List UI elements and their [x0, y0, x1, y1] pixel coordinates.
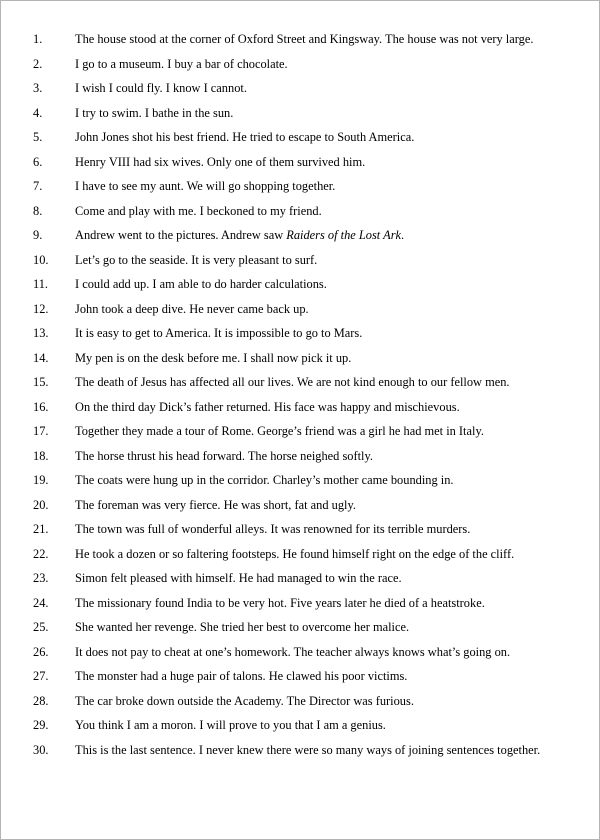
item-text: I try to swim. I bathe in the sun.: [75, 105, 234, 120]
list-item: [1, 689, 599, 714]
list-item: [1, 174, 599, 199]
item-number: 12.: [33, 301, 49, 316]
list-item: [1, 272, 599, 297]
list-item: [1, 199, 599, 224]
item-number: 20.: [33, 497, 49, 512]
item-number: 19.: [33, 473, 49, 487]
item-number: 5.: [33, 130, 43, 144]
sentence-list: [1, 27, 599, 762]
item-text: It is easy to get to America. It is impossible to go to Mars.: [75, 326, 363, 340]
item-number: 6.: [33, 154, 43, 169]
list-item: [1, 125, 599, 150]
item-text: Henry VIII had six wives. Only one of them survived him.: [75, 154, 366, 169]
list-item: [1, 591, 599, 616]
item-number: 17.: [33, 424, 49, 438]
item-number: 13.: [33, 326, 49, 340]
item-number: 16.: [33, 399, 49, 414]
item-text-after: .: [401, 228, 405, 242]
item-text: It does not pay to cheat at one’s homework. The teacher always knows what’s going on.: [75, 644, 511, 659]
list-item: [1, 615, 599, 640]
film-title: Raiders of the Lost Ark: [286, 228, 402, 242]
item-text: [75, 223, 581, 248]
item-number: 30.: [33, 742, 49, 757]
list-item: [1, 346, 599, 371]
list-item: [1, 542, 599, 567]
list-item: [1, 444, 599, 469]
item-text: The horse thrust his head forward. The horse neighed softly.: [75, 448, 373, 463]
item-text: The missionary found India to be very hot. Five years later he died of a heatstroke.: [75, 595, 485, 610]
item-text: Let’s go to the seaside. It is very pleasant to surf.: [75, 252, 318, 267]
item-text: The coats were hung up in the corridor. Charley’s mother came bounding in.: [75, 473, 454, 487]
item-number: 10.: [33, 252, 49, 267]
item-text: The foreman was very fierce. He was short, fat and ugly.: [75, 497, 356, 512]
list-item: [1, 395, 599, 420]
list-item: [1, 493, 599, 518]
item-number: 1.: [33, 32, 43, 46]
item-text: Simon felt pleased with himself. He had managed to win the race.: [75, 571, 402, 585]
item-text: He took a dozen or so faltering footsteps. He found himself right on the edge of the cliff.: [75, 546, 515, 561]
item-text: Come and play with me. I beckoned to my friend.: [75, 203, 322, 218]
item-text-before: Andrew went to the pictures. Andrew saw: [75, 228, 287, 242]
list-item: [1, 150, 599, 175]
item-number: 29.: [33, 718, 49, 732]
list-item: [1, 664, 599, 689]
item-number: 27.: [33, 669, 49, 683]
item-text: John Jones shot his best friend. He tried to escape to South America.: [75, 130, 415, 144]
item-number: 18.: [33, 448, 49, 463]
list-item: [1, 517, 599, 542]
item-text: This is the last sentence. I never knew there were so many ways of joining sentences together.: [75, 742, 541, 757]
list-item: [1, 640, 599, 665]
list-item: [1, 27, 599, 52]
list-item: [1, 738, 599, 763]
item-text: The monster had a huge pair of talons. He clawed his poor victims.: [75, 669, 408, 683]
item-text: The house stood at the corner of Oxford Street and Kingsway. The house was not very large.: [75, 32, 534, 46]
list-item: [1, 76, 599, 101]
item-text: I wish I could fly. I know I cannot.: [75, 81, 247, 95]
item-text: The death of Jesus has affected all our lives. We are not kind enough to our fellow men.: [75, 375, 510, 389]
item-number: 25.: [33, 620, 49, 634]
item-number: 14.: [33, 350, 49, 365]
item-number: 21.: [33, 522, 49, 536]
item-number: 22.: [33, 546, 49, 561]
item-text: Together they made a tour of Rome. George’s friend was a girl he had met in Italy.: [75, 424, 484, 438]
item-text: John took a deep dive. He never came back up.: [75, 301, 309, 316]
list-item: [1, 566, 599, 591]
item-text: The town was full of wonderful alleys. It was renowned for its terrible murders.: [75, 522, 471, 536]
item-number: 15.: [33, 375, 49, 389]
item-number: 11.: [33, 277, 49, 291]
list-item: [1, 248, 599, 273]
list-item: [1, 297, 599, 322]
item-text: You think I am a moron. I will prove to you that I am a genius.: [75, 718, 386, 732]
item-number: 26.: [33, 644, 49, 659]
item-text: The car broke down outside the Academy. The Director was furious.: [75, 693, 414, 708]
item-number: 2.: [33, 56, 43, 71]
item-text: She wanted her revenge. She tried her best to overcome her malice.: [75, 620, 410, 634]
item-number: 23.: [33, 571, 49, 585]
item-text: I have to see my aunt. We will go shopping together.: [75, 179, 336, 193]
item-number: 7.: [33, 179, 43, 193]
item-text: I go to a museum. I buy a bar of chocolate.: [75, 56, 288, 71]
item-text: My pen is on the desk before me. I shall now pick it up.: [75, 350, 352, 365]
list-item: [1, 101, 599, 126]
list-item: [1, 223, 599, 248]
list-item: [1, 419, 599, 444]
list-item: [1, 321, 599, 346]
item-number: 8.: [33, 203, 43, 218]
item-number: 24.: [33, 595, 49, 610]
list-item: [1, 370, 599, 395]
item-text: I could add up. I am able to do harder calculations.: [75, 277, 327, 291]
item-number: 28.: [33, 693, 49, 708]
item-text: On the third day Dick’s father returned. His face was happy and mischievous.: [75, 399, 460, 414]
item-number: 4.: [33, 105, 43, 120]
item-number: 3.: [33, 81, 43, 95]
list-item: [1, 713, 599, 738]
list-item: [1, 52, 599, 77]
list-item: [1, 468, 599, 493]
item-number: 9.: [33, 228, 43, 242]
